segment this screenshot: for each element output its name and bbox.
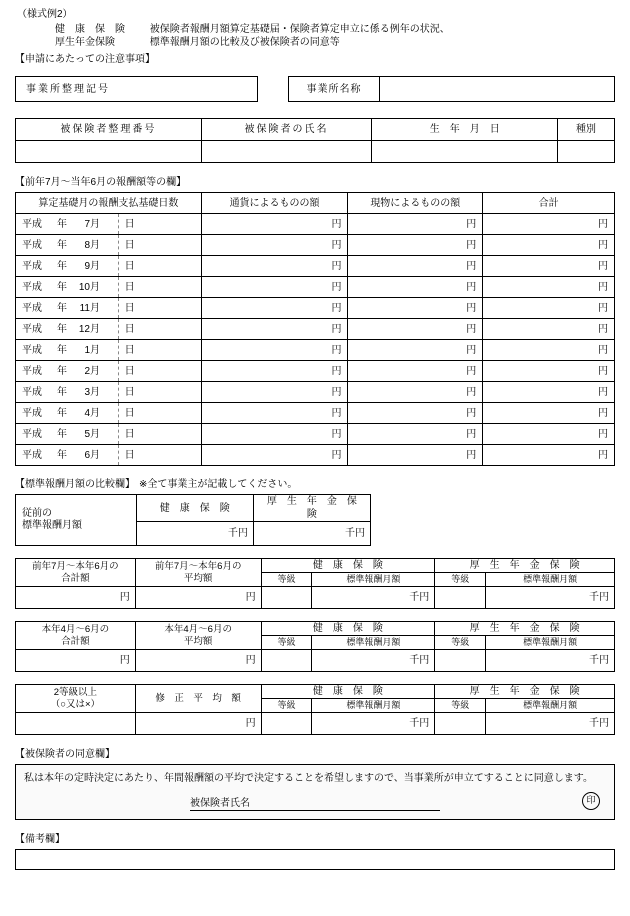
health-monthly-amount-header: 標準報酬月額	[312, 573, 435, 587]
total-amount-field[interactable]	[483, 256, 615, 277]
comparison-col2-label: 前年7月～本年6月の 平均額	[135, 559, 261, 587]
comparison-col2-label: 本年4月～6月の 平均額	[135, 622, 261, 650]
yen-unit-label: 円	[598, 260, 608, 272]
month-days-cell	[16, 256, 202, 277]
year-label: 年	[57, 407, 67, 419]
base-days-field[interactable]	[118, 361, 201, 381]
total-amount-field[interactable]	[483, 403, 615, 424]
year-label: 年	[57, 323, 67, 335]
month-row	[16, 277, 615, 298]
day-unit-label: 日	[124, 239, 135, 251]
base-days-field[interactable]	[118, 235, 201, 255]
yen-unit-label: 円	[598, 407, 608, 419]
yen-unit-label: 円	[331, 365, 342, 377]
month-label-group	[16, 386, 118, 399]
base-days-field[interactable]	[118, 214, 201, 234]
month-label: 1月	[84, 344, 100, 356]
month-label: 9月	[84, 260, 100, 272]
total-amount-field[interactable]	[483, 319, 615, 340]
month-row	[16, 403, 615, 424]
month-row	[16, 214, 615, 235]
thousand-yen-unit-label: 千円	[589, 718, 609, 729]
month-row	[16, 319, 615, 340]
pension-monthly-amount-field[interactable]	[486, 587, 615, 609]
office-name-field[interactable]	[380, 76, 615, 102]
year-label: 年	[57, 260, 67, 272]
previous-standard-table	[15, 494, 371, 546]
era-label: 平成	[22, 344, 42, 356]
thousand-yen-unit-label: 千円	[227, 528, 248, 539]
yen-unit-label: 円	[331, 323, 342, 335]
base-days-field[interactable]	[118, 340, 201, 360]
currency-amount-field[interactable]	[201, 277, 348, 298]
insured-name-label: 被保険者氏名	[190, 798, 250, 809]
day-unit-label: 日	[124, 407, 135, 419]
era-label: 平成	[22, 365, 42, 377]
day-unit-label: 日	[124, 365, 135, 377]
inkind-amount-field[interactable]	[348, 256, 483, 277]
total-amount-field[interactable]	[483, 424, 615, 445]
yen-unit-label: 円	[331, 281, 342, 293]
total-amount-field[interactable]	[483, 235, 615, 256]
yen-unit-label: 円	[466, 407, 477, 419]
month-days-cell	[16, 340, 202, 361]
month-label: 11月	[79, 302, 100, 314]
health-grade-header: 等級	[261, 699, 312, 713]
era-label: 平成	[22, 260, 42, 272]
insured-name-header: 被保険者の氏名	[201, 119, 372, 141]
yen-unit-label: 円	[466, 386, 477, 398]
era-label: 平成	[22, 239, 42, 251]
title-description-line1: 被保険者報酬月額算定基礎届・保険者算定申立に係る例年の状況、	[149, 24, 450, 35]
application-notes	[15, 53, 615, 66]
day-unit-label: 日	[124, 218, 135, 230]
total-amount-field[interactable]	[483, 382, 615, 403]
inkind-amount-field[interactable]	[348, 403, 483, 424]
type-header: 種別	[558, 119, 615, 141]
insured-number-field[interactable]	[16, 141, 202, 163]
form-title-line2	[55, 36, 615, 49]
month-label-group	[16, 302, 118, 315]
consent-statement: 私は本年の定時決定にあたり、年間報酬額の平均で決定することを希望しますので、当事業所が申立てすることに同意します。	[24, 773, 593, 784]
monthly-section-title: 【前年7月～当年6月の報酬額等の欄】	[15, 177, 187, 188]
health-monthly-amount-header: 標準報酬月額	[312, 636, 435, 650]
currency-amount-field[interactable]	[201, 256, 348, 277]
thousand-yen-unit-label: 千円	[409, 592, 430, 603]
insured-signature-area[interactable]	[190, 797, 440, 811]
yen-unit-label: 円	[466, 323, 477, 335]
month-label: 3月	[84, 386, 100, 398]
inkind-amount-field[interactable]	[348, 424, 483, 445]
pension-monthly-amount-header: 標準報酬月額	[486, 699, 615, 713]
currency-amount-field[interactable]	[201, 235, 348, 256]
month-label: 4月	[84, 407, 100, 419]
comparison-table	[15, 621, 615, 672]
comparison-col1-value-field[interactable]: 円	[16, 650, 136, 672]
type-field[interactable]	[558, 141, 615, 163]
insured-number-header: 被保険者整理番号	[16, 119, 202, 141]
era-label: 平成	[22, 428, 42, 440]
inkind-amount-field[interactable]	[348, 235, 483, 256]
yen-unit-label: 円	[598, 344, 608, 356]
inkind-amount-field[interactable]	[348, 319, 483, 340]
consent-sign-row	[24, 793, 606, 811]
title-description-line2: 標準報酬月額の比較及び被保険者の同意等	[149, 37, 340, 48]
comparison-tables	[15, 558, 615, 735]
pension-insurance-header: 厚 生 年 金 保 険	[435, 685, 615, 699]
day-unit-label: 日	[124, 281, 135, 293]
thousand-yen-unit-label: 千円	[409, 655, 430, 666]
month-days-cell	[16, 235, 202, 256]
yen-unit-label: 円	[466, 281, 477, 293]
era-label: 平成	[22, 218, 42, 230]
era-label: 平成	[22, 386, 42, 398]
month-label-group	[16, 281, 118, 294]
currency-amount-field[interactable]	[201, 382, 348, 403]
comparison-col2-value-field[interactable]: 円	[135, 713, 261, 735]
inkind-amount-field[interactable]	[348, 277, 483, 298]
month-label-group	[16, 449, 118, 462]
title-pension-insurance: 厚生年金保険	[55, 37, 115, 48]
total-amount-field[interactable]	[483, 298, 615, 319]
month-days-cell	[16, 424, 202, 445]
inkind-amount-field[interactable]	[348, 361, 483, 382]
inkind-amount-field[interactable]	[348, 298, 483, 319]
base-days-field[interactable]	[118, 256, 201, 276]
thousand-yen-unit-label: 千円	[345, 528, 365, 539]
currency-amount-header: 通貨によるものの額	[201, 193, 348, 214]
office-code-label: 事業所整理記号	[26, 83, 110, 95]
month-label: 5月	[84, 428, 100, 440]
pension-grade-field[interactable]	[435, 587, 486, 609]
month-row	[16, 235, 615, 256]
comparison-table	[15, 684, 615, 735]
inkind-amount-field[interactable]	[348, 445, 483, 466]
day-unit-label: 日	[124, 260, 135, 272]
comparison-col2-value-field[interactable]: 円	[135, 650, 261, 672]
base-days-field[interactable]	[118, 298, 201, 318]
yen-unit-label: 円	[598, 428, 608, 440]
office-name-label-box	[288, 76, 380, 102]
year-label: 年	[57, 386, 67, 398]
remarks-field[interactable]	[15, 849, 615, 870]
currency-amount-field[interactable]	[201, 445, 348, 466]
yen-unit-label: 円	[331, 428, 342, 440]
format-label: （様式例2）	[17, 9, 73, 20]
currency-amount-field[interactable]	[201, 298, 348, 319]
health-monthly-amount-field[interactable]	[312, 713, 435, 735]
yen-unit-label: 円	[331, 407, 342, 419]
pension-monthly-amount-header: 標準報酬月額	[486, 573, 615, 587]
month-label-group	[16, 323, 118, 336]
office-row	[15, 76, 615, 102]
pension-insurance-header: 厚 生 年 金 保 険	[253, 495, 370, 522]
day-unit-label: 日	[124, 449, 135, 461]
yen-unit-label: 円	[466, 449, 477, 461]
health-insurance-header: 健 康 保 険	[261, 559, 435, 573]
base-days-field[interactable]	[118, 445, 201, 465]
comparison-col1-label: 前年7月～本年6月の 合計額	[16, 559, 136, 587]
health-grade-header: 等級	[261, 636, 312, 650]
base-days-field[interactable]	[118, 277, 201, 297]
yen-unit-label: 円	[466, 218, 477, 230]
health-insurance-header: 健 康 保 険	[261, 685, 435, 699]
previous-standard-label: 従前の 標準報酬月額	[16, 495, 137, 546]
birthdate-header: 生 年 月 日	[372, 119, 558, 141]
pension-insurance-header: 厚 生 年 金 保 険	[435, 559, 615, 573]
base-days-field[interactable]	[118, 424, 201, 444]
yen-unit-label: 円	[598, 302, 608, 314]
month-row	[16, 382, 615, 403]
consent-section-title: 【被保険者の同意欄】	[15, 749, 115, 760]
base-days-header: 算定基礎月の報酬支払基礎日数	[16, 193, 202, 214]
era-label: 平成	[22, 449, 42, 461]
year-label: 年	[57, 302, 67, 314]
pension-grade-field[interactable]	[435, 713, 486, 735]
pension-grade-header: 等級	[435, 573, 486, 587]
day-unit-label: 日	[124, 428, 135, 440]
month-row	[16, 361, 615, 382]
year-label: 年	[57, 428, 67, 440]
yen-unit-label: 円	[331, 344, 342, 356]
inkind-amount-field[interactable]	[348, 382, 483, 403]
pension-grade-header: 等級	[435, 699, 486, 713]
era-label: 平成	[22, 302, 42, 314]
month-days-cell	[16, 298, 202, 319]
insured-person-table	[15, 118, 615, 163]
year-label: 年	[57, 365, 67, 377]
total-amount-field[interactable]	[483, 277, 615, 298]
currency-amount-field[interactable]	[201, 214, 348, 235]
comparison-col1-value-field[interactable]	[16, 713, 136, 735]
remarks-section-title: 【備考欄】	[15, 834, 65, 845]
total-amount-field[interactable]	[483, 445, 615, 466]
yen-unit-label: 円	[598, 365, 608, 377]
thousand-yen-unit-label: 千円	[589, 655, 609, 666]
month-label-group	[16, 260, 118, 273]
notes-heading: 【申請にあたっての注意事項】	[15, 54, 155, 65]
month-label-group	[16, 407, 118, 420]
title-health-insurance: 健 康 保 険	[55, 24, 125, 35]
yen-unit-label: 円	[331, 260, 342, 272]
month-row	[16, 298, 615, 319]
yen-unit-label: 円	[598, 218, 608, 230]
total-amount-field[interactable]	[483, 361, 615, 382]
month-label: 10月	[78, 281, 100, 293]
comparison-section-title: 【標準報酬月額の比較欄】	[15, 479, 135, 490]
month-label-group	[16, 365, 118, 378]
inkind-amount-header: 現物によるものの額	[348, 193, 483, 214]
yen-unit-label: 円	[598, 323, 608, 335]
currency-amount-field[interactable]	[201, 319, 348, 340]
month-days-cell	[16, 403, 202, 424]
comparison-col1-value-field[interactable]: 円	[16, 587, 136, 609]
month-days-cell	[16, 361, 202, 382]
yen-unit-label: 円	[466, 302, 477, 314]
health-grade-field[interactable]	[261, 713, 312, 735]
consent-box	[15, 764, 615, 820]
birthdate-field[interactable]	[372, 141, 558, 163]
pension-monthly-amount-header: 標準報酬月額	[486, 636, 615, 650]
health-grade-field[interactable]	[261, 587, 312, 609]
era-label: 平成	[22, 323, 42, 335]
health-monthly-amount-field[interactable]	[312, 650, 435, 672]
form-title-line1	[55, 23, 615, 36]
currency-amount-field[interactable]	[201, 361, 348, 382]
month-label-group	[16, 218, 118, 231]
currency-amount-field[interactable]	[201, 403, 348, 424]
inkind-amount-field[interactable]	[348, 214, 483, 235]
total-header: 合計	[483, 193, 615, 214]
day-unit-label: 日	[124, 386, 135, 398]
comparison-col1-label: 本年4月～6月の 合計額	[16, 622, 136, 650]
total-amount-field[interactable]	[483, 340, 615, 361]
yen-unit-label: 円	[331, 239, 342, 251]
month-row	[16, 340, 615, 361]
office-code-box[interactable]	[15, 76, 258, 102]
form-title	[55, 23, 615, 49]
month-label: 6月	[84, 449, 100, 461]
year-label: 年	[57, 344, 67, 356]
comparison-section-note: ※全て事業主が記載してください。	[139, 479, 298, 490]
inkind-amount-field[interactable]	[348, 340, 483, 361]
previous-health-amount-field[interactable]	[136, 522, 253, 546]
month-row	[16, 445, 615, 466]
yen-unit-label: 円	[598, 281, 608, 293]
month-label-group	[16, 428, 118, 441]
yen-unit-label: 円	[331, 449, 342, 461]
seal-stamp-icon: 印	[582, 792, 600, 810]
currency-amount-field[interactable]	[201, 424, 348, 445]
era-label: 平成	[22, 281, 42, 293]
month-days-cell	[16, 382, 202, 403]
comparison-section-heading	[15, 478, 615, 491]
month-days-cell	[16, 277, 202, 298]
yen-unit-label: 円	[466, 239, 477, 251]
pension-grade-header: 等級	[435, 636, 486, 650]
health-insurance-header: 健 康 保 険	[136, 495, 253, 522]
monthly-remuneration-table	[15, 192, 615, 466]
era-label: 平成	[22, 407, 42, 419]
thousand-yen-unit-label: 千円	[589, 592, 609, 603]
month-label-group	[16, 344, 118, 357]
currency-amount-field[interactable]	[201, 340, 348, 361]
yen-unit-label: 円	[466, 260, 477, 272]
insured-name-field[interactable]	[201, 141, 372, 163]
pension-grade-field[interactable]	[435, 650, 486, 672]
comparison-col2-label: 修 正 平 均 額	[135, 685, 261, 713]
month-label: 7月	[84, 218, 100, 230]
yen-unit-label: 円	[466, 428, 477, 440]
day-unit-label: 日	[124, 302, 135, 314]
office-gap	[258, 76, 288, 102]
month-label-group	[16, 239, 118, 252]
month-label: 2月	[84, 365, 100, 377]
month-row	[16, 256, 615, 277]
pension-monthly-amount-field[interactable]	[486, 650, 615, 672]
health-grade-field[interactable]	[261, 650, 312, 672]
month-days-cell	[16, 214, 202, 235]
month-row	[16, 424, 615, 445]
year-label: 年	[57, 449, 67, 461]
yen-unit-label: 円	[466, 365, 477, 377]
pension-insurance-header: 厚 生 年 金 保 険	[435, 622, 615, 636]
yen-unit-label: 円	[331, 386, 342, 398]
health-grade-header: 等級	[261, 573, 312, 587]
health-monthly-amount-header: 標準報酬月額	[312, 699, 435, 713]
comparison-col1-label: 2等級以上 （○又は×）	[16, 685, 136, 713]
month-label: 8月	[84, 239, 100, 251]
health-monthly-amount-field[interactable]	[312, 587, 435, 609]
total-amount-field[interactable]	[483, 214, 615, 235]
year-label: 年	[57, 239, 67, 251]
base-days-field[interactable]	[118, 319, 201, 339]
office-name-label: 事業所名称	[306, 83, 362, 95]
comparison-col2-value-field[interactable]: 円	[135, 587, 261, 609]
yen-unit-label: 円	[331, 302, 342, 314]
year-label: 年	[57, 218, 67, 230]
base-days-field[interactable]	[118, 382, 201, 402]
day-unit-label: 日	[124, 323, 135, 335]
previous-pension-amount-field[interactable]	[253, 522, 370, 546]
thousand-yen-unit-label: 千円	[409, 718, 430, 729]
yen-unit-label: 円	[598, 449, 608, 461]
month-days-cell	[16, 319, 202, 340]
yen-unit-label: 円	[598, 239, 608, 251]
insured-signature-field[interactable]	[250, 798, 440, 810]
yen-unit-label: 円	[466, 344, 477, 356]
yen-unit-label: 円	[598, 386, 608, 398]
health-insurance-header: 健 康 保 険	[261, 622, 435, 636]
base-days-field[interactable]	[118, 403, 201, 423]
pension-monthly-amount-field[interactable]	[486, 713, 615, 735]
year-label: 年	[57, 281, 67, 293]
day-unit-label: 日	[124, 344, 135, 356]
month-days-cell	[16, 445, 202, 466]
yen-unit-label: 円	[331, 218, 342, 230]
comparison-table	[15, 558, 615, 609]
month-label: 12月	[78, 323, 100, 335]
